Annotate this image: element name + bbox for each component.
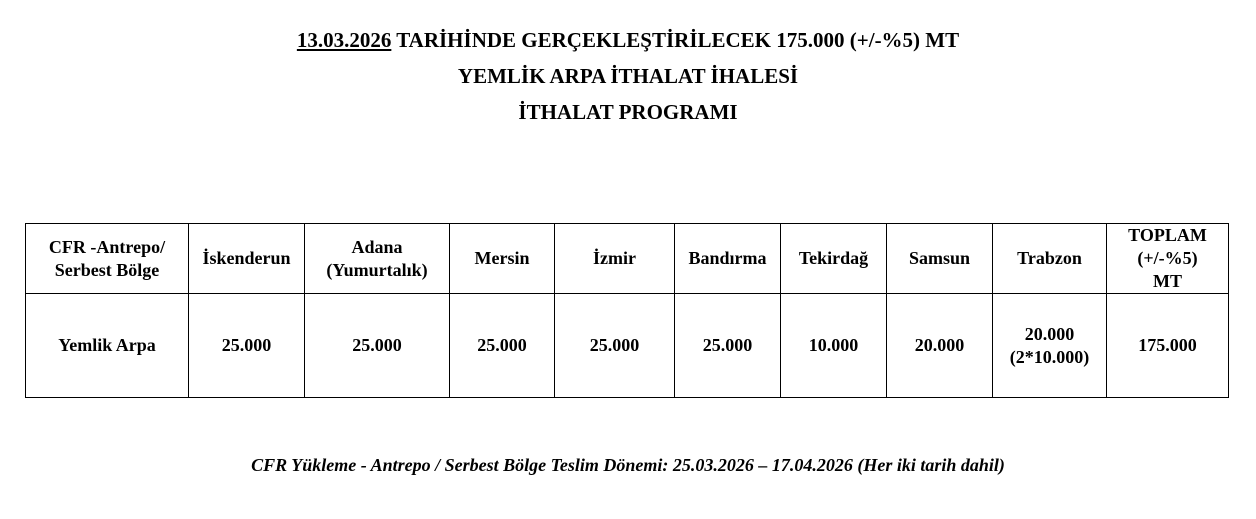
header-title-line-1 [0,22,1256,58]
cell-value: 25.000 [589,335,640,355]
cell-value: 25.000 [702,335,753,355]
header-title-line-2: YEMLİK ARPA İTHALAT İHALESİ [457,64,799,88]
header-line: Mersin [474,248,530,268]
col-header-izmir [555,224,675,294]
cell-value: 25.000 [352,335,402,355]
header-line: Trabzon [1017,248,1082,268]
document-header [0,22,1256,130]
table-header-row [26,224,1229,294]
col-header-bandirma [675,224,781,294]
cell-total [1107,294,1229,398]
header-title-line-3: İTHALAT PROGRAMI [518,100,738,124]
col-header-delivery-type [26,224,189,294]
cell-value: 10.000 [808,335,859,355]
cell-value: Yemlik Arpa [58,335,156,355]
cell-value: 25.000 [477,335,527,355]
header-line: Serbest Bölge [54,259,160,280]
cell-samsun [887,294,993,398]
header-line: (Yumurtalık) [326,259,428,280]
cell-mersin [450,294,555,398]
table-row [26,294,1229,398]
header-line: İskenderun [202,248,291,268]
header-line: Tekirdağ [798,248,869,268]
col-header-adana [305,224,450,294]
cell-bandirma [675,294,781,398]
delivery-period-note: CFR Yükleme - Antrepo / Serbest Bölge Teslim Dönemi: 25.03.2026 – 17.04.2026 (Her iki tarih dahil) [251,455,1005,475]
cell-trabzon [993,294,1107,398]
cell-value: 175.000 [1138,335,1197,355]
col-header-tekirdag [781,224,887,294]
col-header-iskenderun [189,224,305,294]
header-line: Bandırma [688,248,767,268]
header-line: (+/-%5) [1137,248,1198,268]
header-line: İzmir [593,248,636,268]
cell-value: 20.000 [1024,323,1075,344]
header-line: MT [1153,271,1182,291]
header-title-line-1-rest: TARİHİNDE GERÇEKLEŞTİRİLECEK 175.000 (+/-%5) MT [391,28,960,52]
header-line: CFR -Antrepo/ [48,236,166,257]
import-program-table [25,223,1229,398]
header-line: Adana [351,236,403,257]
cell-value-detail: (2*10.000) [1009,346,1090,367]
header-line: Samsun [908,248,971,268]
cell-adana [305,294,450,398]
cell-value: 25.000 [221,335,272,355]
cell-iskenderun [189,294,305,398]
cell-value: 20.000 [914,335,965,355]
auction-date: 13.03.2026 [296,28,392,52]
cell-product [26,294,189,398]
cell-izmir [555,294,675,398]
cell-tekirdag [781,294,887,398]
col-header-mersin [450,224,555,294]
col-header-total [1107,224,1229,294]
col-header-samsun [887,224,993,294]
header-line: TOPLAM [1128,225,1207,245]
col-header-trabzon [993,224,1107,294]
